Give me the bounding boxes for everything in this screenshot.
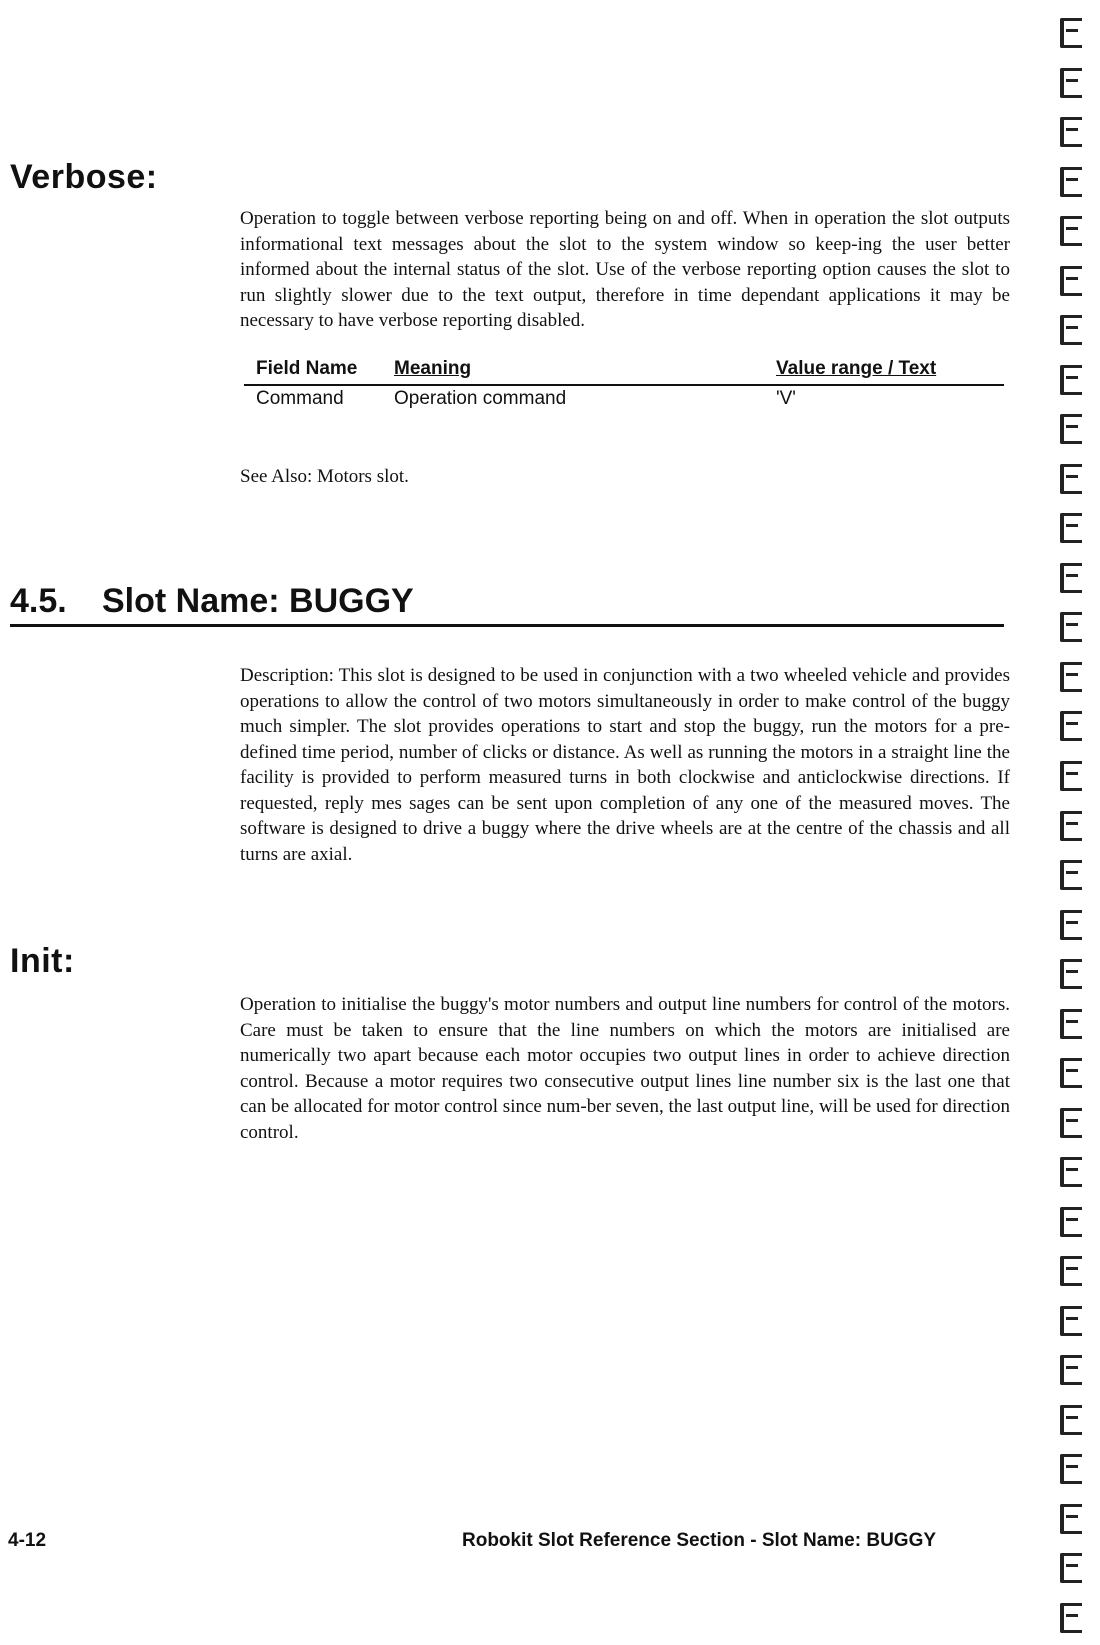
binding-ring xyxy=(1060,1256,1082,1286)
binding-ring xyxy=(1060,1108,1082,1138)
binding-ring xyxy=(1060,1553,1082,1583)
binding-ring xyxy=(1060,266,1082,296)
binding-ring xyxy=(1060,711,1082,741)
binding-ring xyxy=(1060,662,1082,692)
table-row xyxy=(244,388,1004,414)
binding-ring xyxy=(1060,563,1082,593)
binding-ring xyxy=(1060,117,1082,147)
binding-ring xyxy=(1060,365,1082,395)
verbose-paragraph: Operation to toggle between verbose reporting being on and off. When in operation the slot outputs informational text messages about the slot to the system window so keep-ing the user better informed about the internal status of the slot. Use of the verbose reporting option causes the slot to run slightly slower due to the text output, therefore in time dependant applications it may be necessary to have verbose reporting disabled. xyxy=(240,208,1010,331)
init-heading: Init: xyxy=(10,942,75,980)
section-number: 4.5. xyxy=(10,582,67,620)
page-number: 4-12 xyxy=(8,1530,47,1551)
cell-value-range: 'V' xyxy=(776,388,796,409)
spiral-binding xyxy=(1030,0,1100,1645)
field-table-header-row xyxy=(244,358,1004,386)
section-rule xyxy=(10,624,1004,627)
binding-ring xyxy=(1060,860,1082,890)
binding-ring xyxy=(1060,464,1082,494)
section-heading xyxy=(10,582,414,621)
binding-ring xyxy=(1060,811,1082,841)
binding-ring xyxy=(1060,167,1082,197)
binding-ring xyxy=(1060,1306,1082,1336)
header-meaning: Meaning xyxy=(394,358,472,379)
binding-ring xyxy=(1060,414,1082,444)
binding-ring xyxy=(1060,1405,1082,1435)
binding-ring xyxy=(1060,1603,1082,1633)
binding-ring xyxy=(1060,1157,1082,1187)
verbose-field-table xyxy=(244,358,1004,414)
binding-ring xyxy=(1060,761,1082,791)
header-value-range: Value range / Text xyxy=(776,358,937,379)
binding-ring xyxy=(1060,18,1082,48)
binding-ring xyxy=(1060,1058,1082,1088)
binding-ring xyxy=(1060,513,1082,543)
running-title: Robokit Slot Reference Section - Slot Name: BUGGY xyxy=(462,1530,937,1551)
binding-ring xyxy=(1060,1355,1082,1385)
binding-ring xyxy=(1060,216,1082,246)
binding-ring xyxy=(1060,612,1082,642)
section-title: Slot Name: BUGGY xyxy=(102,582,414,620)
buggy-description: Description: This slot is designed to be used in conjunction with a two wheeled vehicle and provides operations to allow the control of two motors simultaneously in order to make control of the buggy much simpler. The slot provides operations to start and stop the buggy, run the motors for a pre-defined time period, number of clicks or distance. As well as running the motors in a straight line the facility is provided to perform measured turns in both clockwise and anticlockwise directions. If requested, reply mes sages can be sent upon completion of any one of the measured moves. The software is designed to drive a buggy where the drive wheels are at the centre of the chassis and all turns are axial. xyxy=(240,665,1010,865)
see-also: See Also: Motors slot. xyxy=(240,466,409,487)
init-paragraph: Operation to initialise the buggy's motor numbers and output line numbers for control of the motors. Care must be taken to ensure that the line numbers on which the motors are initialised are numerically two apart because each motor occupies two output lines in order to achieve direction control. Because a motor requires two consecutive output lines line number six is the last one that can be allocated for motor control since num-ber seven, the last output line, will be used for direction control. xyxy=(240,994,1010,1143)
binding-ring xyxy=(1060,959,1082,989)
verbose-heading: Verbose: xyxy=(10,158,158,196)
cell-field-name: Command xyxy=(256,388,344,409)
binding-ring xyxy=(1060,910,1082,940)
binding-ring xyxy=(1060,1454,1082,1484)
binding-ring xyxy=(1060,315,1082,345)
header-field-name: Field Name xyxy=(256,358,358,379)
binding-ring xyxy=(1060,68,1082,98)
binding-ring xyxy=(1060,1207,1082,1237)
binding-ring xyxy=(1060,1009,1082,1039)
binding-ring xyxy=(1060,1504,1082,1534)
cell-meaning: Operation command xyxy=(394,388,567,409)
